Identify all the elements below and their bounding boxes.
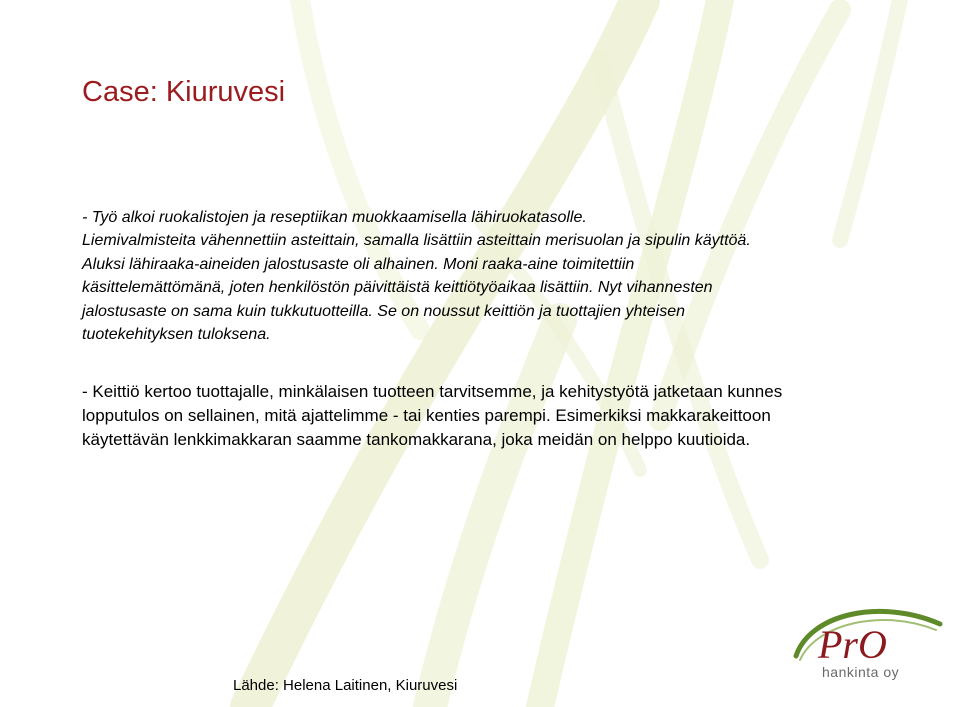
paragraph-line: - Keittiö kertoo tuottajalle, minkälaisen tuotteen tarvitsemme, ja kehitystyötä jatketaan kunnes: [82, 382, 783, 401]
paragraph-line: - Työ alkoi ruokalistojen ja reseptiikan muokkaamisella lähiruokatasolle.: [82, 209, 587, 226]
paragraph-work-start: [82, 206, 751, 346]
paragraph-kitchen-producer: [82, 380, 782, 452]
source-citation: Lähde: Helena Laitinen, Kiuruvesi: [233, 677, 458, 694]
paragraph-line: käytettävän lenkkimakkaran saamme tankomakkarana, joka meidän on helppo kuutioida.: [82, 430, 751, 449]
logo-text: PrO: [818, 622, 887, 667]
paragraph-line: jalostusaste on sama kuin tukkutuotteilla. Se on noussut keittiön ja tuottajien yhteisen: [82, 302, 686, 320]
paragraph-line: Liemivalmisteita vähennettiin asteittain, samalla lisättiin asteittain merisuolan ja sipulin käyttöä.: [82, 232, 751, 250]
paragraph-line: tuotekehityksen tuloksena.: [82, 326, 271, 344]
slide-title: Case: Kiuruvesi: [82, 76, 286, 108]
paragraph-line: käsittelemättömänä, joten henkilöstön päivittäistä keittiötyöaikaa lisättiin. Nyt vihannesten: [82, 279, 713, 297]
logo-subtitle: hankinta oy: [822, 664, 900, 680]
paragraph-line: Aluksi lähiraaka-aineiden jalostusaste oli alhainen. Moni raaka-aine toimitettiin: [82, 255, 635, 273]
paragraph-line: lopputulos on sellainen, mitä ajattelimme - tai kenties parempi. Esimerkiksi makkarakeittoon: [82, 406, 771, 425]
